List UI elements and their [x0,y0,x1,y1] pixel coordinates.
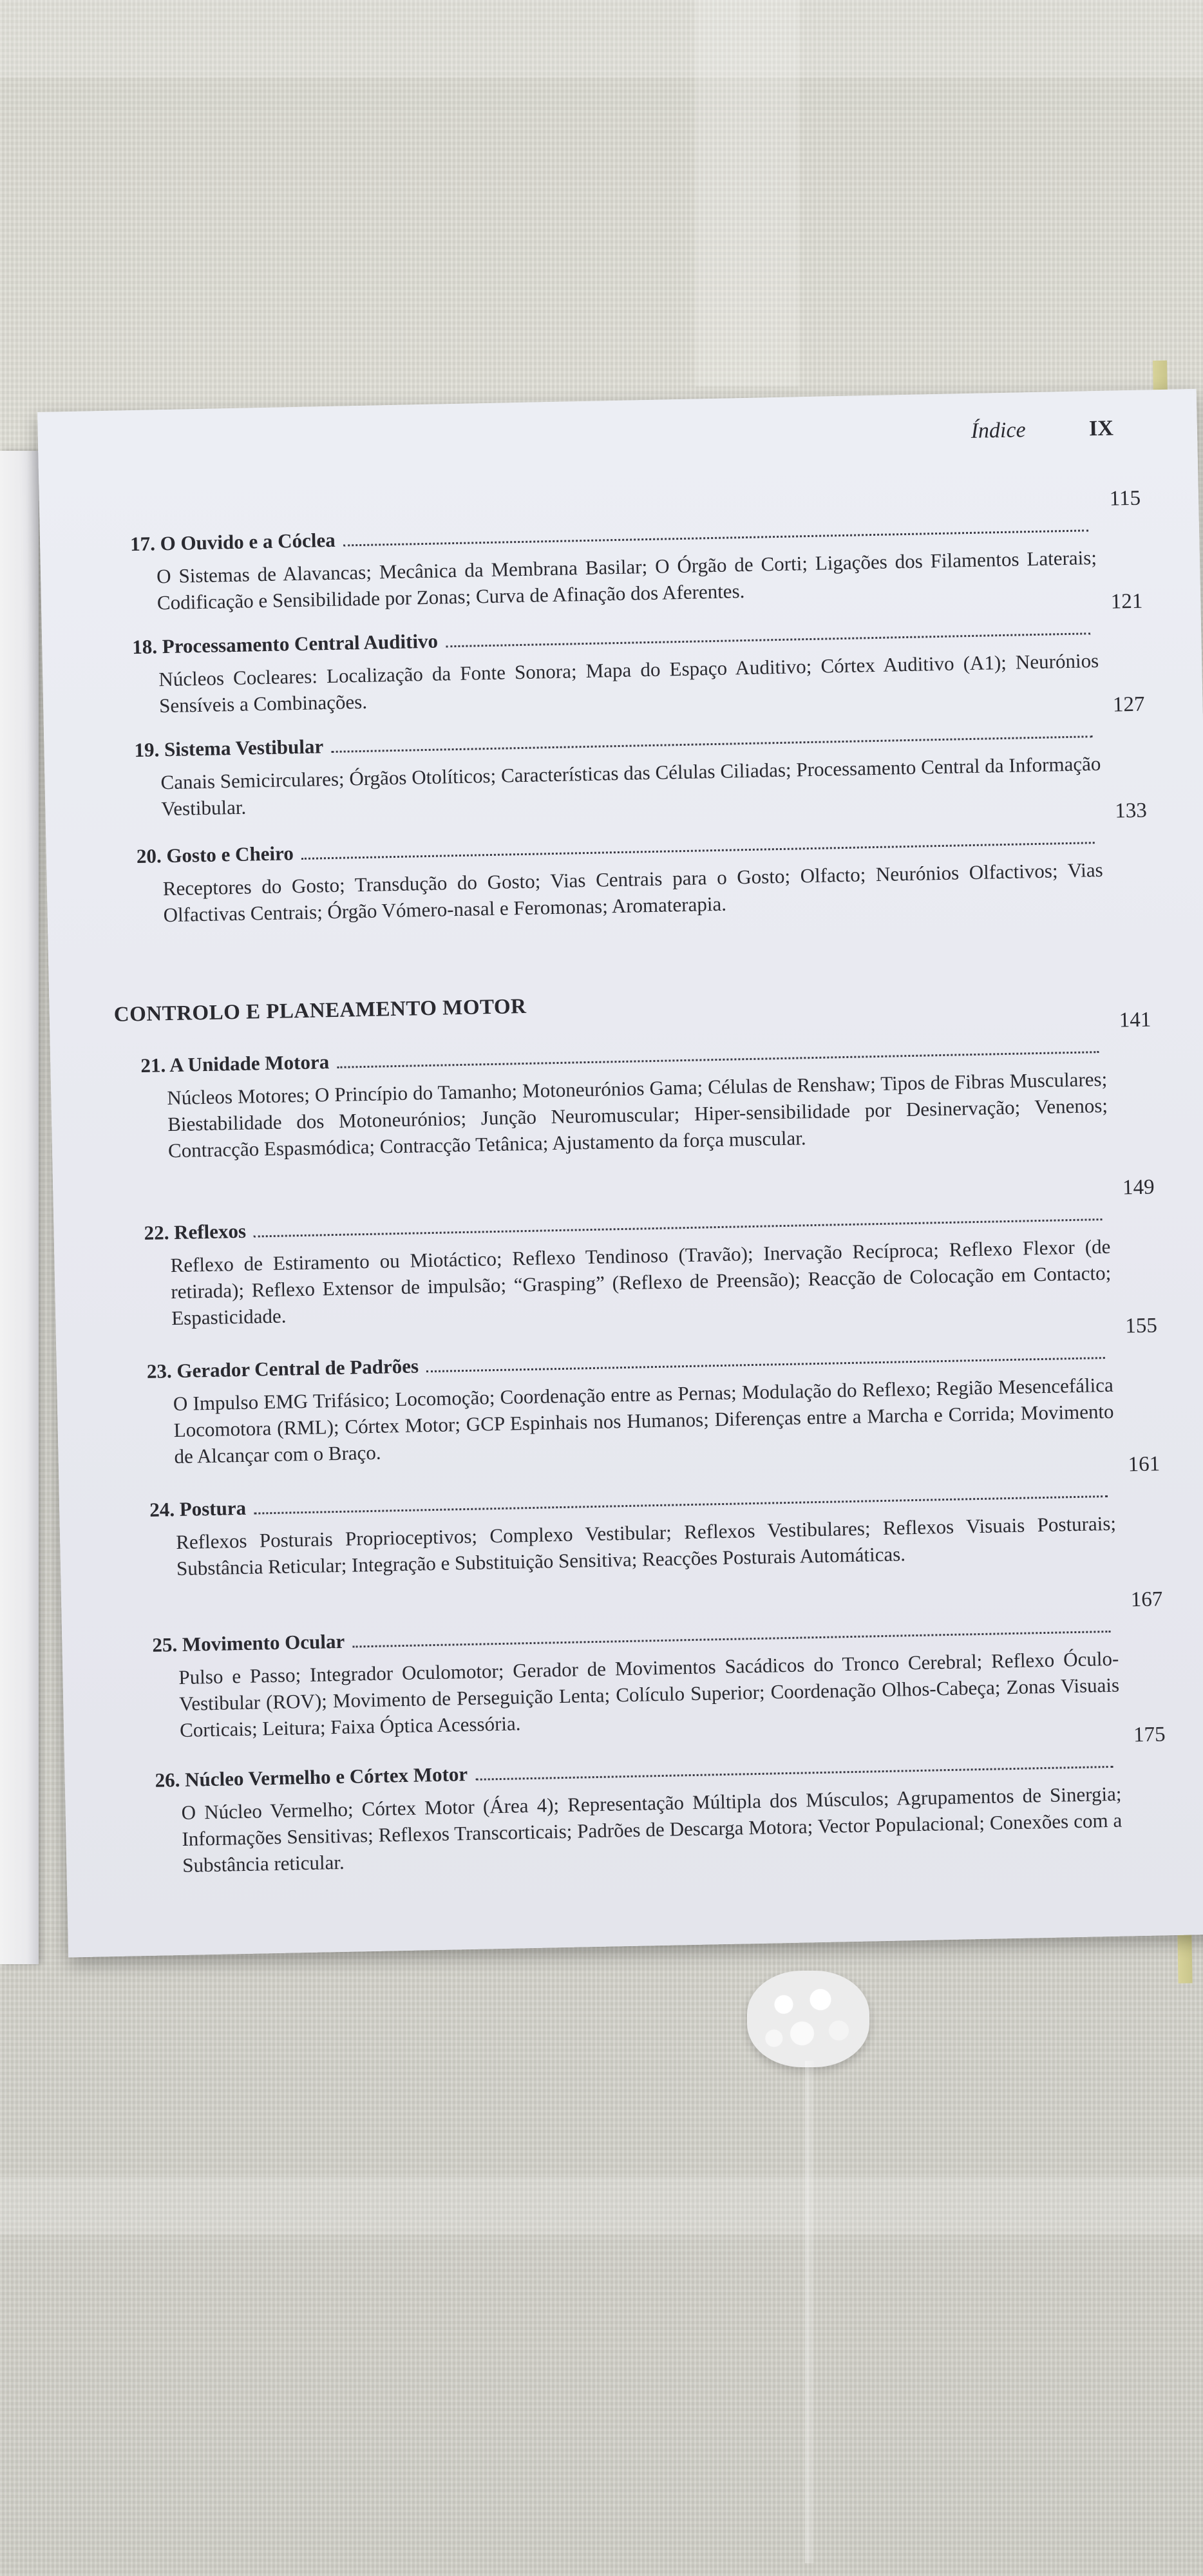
toc-entry-title: 17. O Ouvido e a Cóclea [129,528,336,556]
toc-entry-description: Reflexos Posturais Proprioceptivos; Complexo Vestibular; Reflexos Vestibulares; Reflexos Visuais Posturais; Substância Reticular; Integração e Substituição Sensitiva; Reacções Posturais Automáticas. [175,1511,1117,1580]
toc-entry-page: 141 [1119,1008,1151,1032]
leader-dots [337,1050,1099,1068]
toc-entry [136,799,1148,929]
toc-entry-description: Núcleos Motores; O Princípio do Tamanho; Motoneurónios Gama; Células de Renshaw; Tipos de Fibras Musculares; Biestabilidade dos Motoneurónios; Junção Neuromuscular; Hiper-sensibilidade por Desinervação; Venenos; Contracção Espasmódica; Contracção Tetânica; Ajustamento da força muscular. [167,1067,1108,1162]
toc-entry-page: 155 [1124,1314,1158,1338]
leader-dots [343,529,1088,546]
leader-dots [446,632,1090,647]
toc-entry-page: 161 [1128,1452,1160,1477]
toc-entry [149,1452,1160,1582]
header-title: Índice [971,418,1026,443]
toc-entry-description: O Núcleo Vermelho; Córtex Motor (Área 4); Representação Múltipla dos Músculos; Agrupamentos de Sinergia; Informações Sensitivas; Reflexos Transcorticais; Padrões de Descarga Motora; Vector Populacional; Conexões com a Substância reticular. [181,1782,1122,1877]
toc-entry-title: 24. Postura [149,1496,247,1521]
tassel-pompom [747,1971,869,2067]
leader-dots [475,1765,1113,1781]
leader-dots [352,1630,1110,1648]
toc-entry-page: 133 [1114,799,1148,823]
toc-entry-description: Pulso e Passo; Integrador Oculomotor; Gerador de Movimentos Sacádicos do Tronco Cerebral; Reflexo Óculo-Vestibular (ROV); Movimento de Perseguição Lenta; Colículo Superior; Coordenação Olhos-Cabeça; Zonas Visuais Corticais; Leitura; Faixa Óptica Acessória. [178,1647,1120,1741]
page-header [971,416,1113,443]
section-heading: CONTROLO E PLANEAMENTO MOTOR [113,994,527,1027]
cloth-fold [696,0,799,386]
leader-dots [301,841,1095,860]
leader-dots [426,1356,1105,1372]
cloth-fold [0,2177,1203,2235]
toc-entry-page: 115 [1109,486,1141,511]
toc-entry-description: O Impulso EMG Trifásico; Locomoção; Coordenação entre as Pernas; Modulação do Reflexo; Região Mesencefálica Locomotora (RML); Córtex Motor; GCP Espinhais nos Humanos; Diferenças entre a Marcha e Corrida; Movimento de Alcançar com o Braço. [173,1373,1114,1468]
leader-dots [254,1495,1108,1515]
toc-entry-description: O Sistemas de Alavancas; Mecânica da Membrana Basilar; O Órgão de Corti; Ligações dos Filamentos Laterais; Codificação e Sensibilidade por Zonas; Curva de Afinação dos Aferentes. [156,546,1097,614]
cloth-fold [0,0,1203,77]
toc-entry-description: Núcleos Cocleares: Localização da Fonte Sonora; Mapa do Espaço Auditivo; Córtex Auditivo (A1); Neurónios Sensíveis a Combinações. [158,649,1099,717]
tassel-string [805,2061,814,2563]
leader-dots [331,735,1092,753]
toc-entry-page: 175 [1133,1723,1166,1747]
toc-entry-description: Canais Semicirculares; Órgãos Otolíticos; Características das Células Ciliadas; Processamento Central da Informação Vestibular. [160,752,1101,820]
leader-dots [254,1218,1102,1237]
header-page-number: IX [1088,416,1114,441]
toc-entry-title: 23. Gerador Central de Padrões [146,1354,419,1383]
toc-entry-page: 149 [1122,1175,1155,1200]
toc-entry-description: Reflexo de Estiramento ou Miotáctico; Reflexo Tendinoso (Travão); Inervação Recíproca; Reflexo Flexor (de retirada); Reflexo Extensor de impulsão; “Grasping” (Reflexo de Preensão); Reacção de Colocação em Contacto; Espasticidade. [170,1235,1112,1330]
toc-entry-page: 121 [1110,589,1143,614]
toc-entry-page: 167 [1130,1587,1163,1612]
book-page [37,389,1203,1958]
toc-entry-title: 26. Núcleo Vermelho e Córtex Motor [155,1763,468,1792]
toc-entry [155,1723,1166,1879]
toc-entry-title: 21. A Unidade Motora [140,1050,330,1077]
toc-entry-title: 18. Processamento Central Auditivo [131,629,439,659]
toc-entry-title: 22. Reflexos [144,1219,247,1244]
toc-entry-page: 127 [1112,692,1145,717]
toc-entry-title: 25. Movimento Ocular [152,1629,345,1656]
toc-entry-title: 20. Gosto e Cheiro [136,842,294,868]
toc-entry-title: 19. Sistema Vestibular [134,735,324,762]
book-left-page-edge [0,451,39,1964]
toc-entry-description: Receptores do Gosto; Transdução do Gosto; Vias Centrais para o Gosto; Olfacto; Neurónios Olfactivos; Vias Olfactivas Centrais; Órgão Vómero-nasal e Feromonas; Aromaterapia. [162,858,1103,927]
